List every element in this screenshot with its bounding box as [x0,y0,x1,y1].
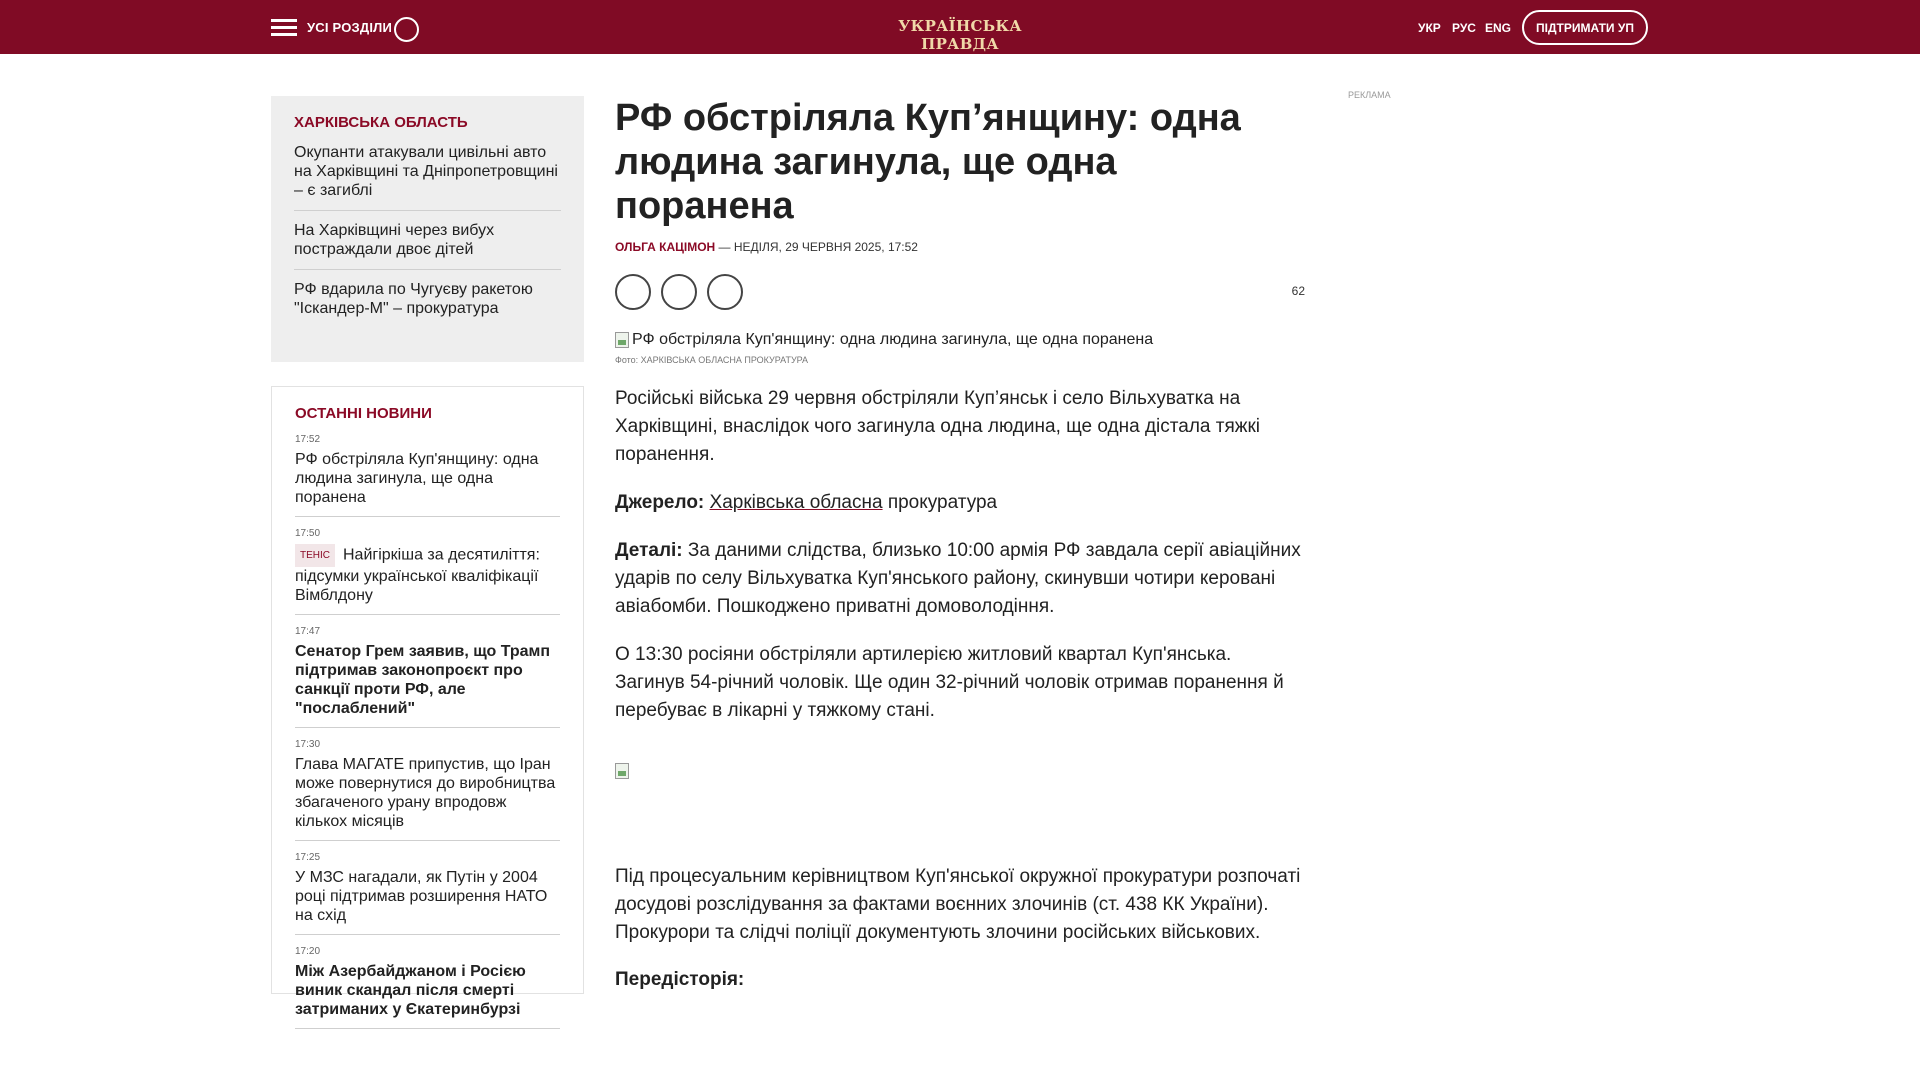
article-paragraph: Російські війська 29 червня обстріляли Куп’янськ і село Вільхуватка на Харківщині, внаслідок чого загинула одна людина, ще одна дістала тяжкі поранення. [615,388,1260,465]
article-details [615,537,1305,621]
share-telegram-icon[interactable] [707,274,743,310]
news-item[interactable] [295,626,560,728]
search-icon[interactable] [394,17,419,42]
category-tag[interactable]: ТЕНІС [295,544,335,567]
support-button[interactable]: ПІДТРИМАТИ УП [1522,10,1648,45]
photo-caption: Фото: ХАРКІВСЬКА ОБЛАСНА ПРОКУРАТУРА [615,355,809,365]
news-headline[interactable]: РФ обстріляла Куп'янщину: одна людина загинула, ще одна поранена [295,451,539,506]
region-news-item[interactable]: Окупанти атакували цивільні авто на Харківщині та Дніпропетровщині – є загиблі [294,143,561,211]
details-label: Деталі: [615,540,683,561]
news-headline[interactable]: Глава МАГАТЕ припустив, що Іран може повернутися до виробництва збагаченого урану впродовж кількох місяців [295,756,556,830]
site-logo[interactable]: УКРАЇНСЬКА ПРАВДА [898,17,1022,53]
region-news-item[interactable]: РФ вдарила по Чугуєву ракетою "Іскандер-М" – прокуратура [294,281,533,317]
news-time: 17:50 [295,528,321,539]
share-bar [615,274,1305,310]
menu-icon[interactable] [271,19,297,37]
news-headline[interactable]: Сенатор Грем заявив, що Трамп підтримав законопроєкт про санкції проти РФ, але "послаблений" [295,643,551,717]
broken-image-icon [615,763,629,779]
details-text: За даними слідства, близько 10:00 армія РФ завдала серії авіаційних ударів по селу Вільхуватка Куп'янського району, скинувши чотири керовані авіабомби. Пошкоджено приватні домоволодіння. [615,540,1301,617]
article [615,96,1305,990]
news-time: 17:30 [295,739,321,750]
article-date: — НЕДІЛЯ, 29 ЧЕРВНЯ 2025, 17:52 [715,240,918,254]
share-twitter-icon[interactable] [661,274,697,310]
news-headline-wrap[interactable] [295,544,560,605]
source-rest: прокуратура [882,492,998,513]
cut-off-heading: Передісторія: [615,969,745,990]
article-paragraph: Під процесуальним керівництвом Куп'янської окружної прокуратури розпочаті досудові розслідування за фактами воєнних злочинів (ст. 438 КК України). Прокурори та слідчі поліції документують злочини російських військових. [615,866,1301,943]
news-item[interactable] [295,946,560,1029]
source-link[interactable]: Харківська обласна [709,492,883,513]
region-title[interactable]: ХАРКІВСЬКА ОБЛАСТЬ [294,114,468,131]
news-item[interactable] [295,528,560,615]
news-time: 17:52 [295,434,321,445]
latest-news-title[interactable]: ОСТАННІ НОВИНИ [295,405,432,422]
lang-rus[interactable]: РУС [1452,21,1476,35]
lang-ukr[interactable]: УКР [1418,21,1441,35]
share-facebook-icon[interactable] [615,274,651,310]
broken-image-icon [615,332,629,348]
news-time: 17:47 [295,626,321,637]
news-headline[interactable]: У МЗС нагадали, як Путін у 2004 році підтримав розширення НАТО на схід [295,869,548,924]
source-label: Джерело: [615,492,705,513]
site-header [0,0,1920,54]
article-meta [615,240,1305,254]
comments-count[interactable]: 62 [1291,284,1305,298]
news-item[interactable] [295,434,560,517]
all-sections-link[interactable]: УСІ РОЗДІЛИ [307,20,392,35]
news-headline[interactable]: Найгіркіша за десятиліття: підсумки української кваліфікації Вімблдону [295,546,540,604]
article-title: РФ обстріляла Куп’янщину: одна людина загинула, ще одна поранена [615,97,1241,227]
region-news-box [271,96,584,362]
news-headline[interactable]: Між Азербайджаном і Росією виник скандал після смерті затриманих у Єкатеринбурзі [295,963,526,1018]
news-item[interactable] [295,739,560,841]
news-time: 17:20 [295,946,321,957]
latest-news-box [271,386,584,1018]
image-alt-text: РФ обстріляла Куп'янщину: одна людина загинула, ще одна поранена [632,331,1154,348]
ad-label: РЕКЛАМА [1348,90,1391,100]
embedded-image [615,763,1305,843]
lang-eng[interactable]: ENG [1485,21,1512,35]
author-link[interactable]: ОЛЬГА КАЦІМОН [615,240,716,254]
article-paragraph: О 13:30 росіяни обстріляли артилерією житловий квартал Куп'янська. Загинув 54-річний чоловік. Ще один 32-річний чоловік отримав поранення й перебуває в лікарні у тяжкому стані. [615,644,1284,721]
news-item[interactable] [295,852,560,935]
region-news-item[interactable]: На Харківщині через вибух постраждали двоє дітей [294,221,561,270]
article-main-image [615,331,1305,349]
article-source [615,489,1305,517]
news-time: 17:25 [295,852,321,863]
